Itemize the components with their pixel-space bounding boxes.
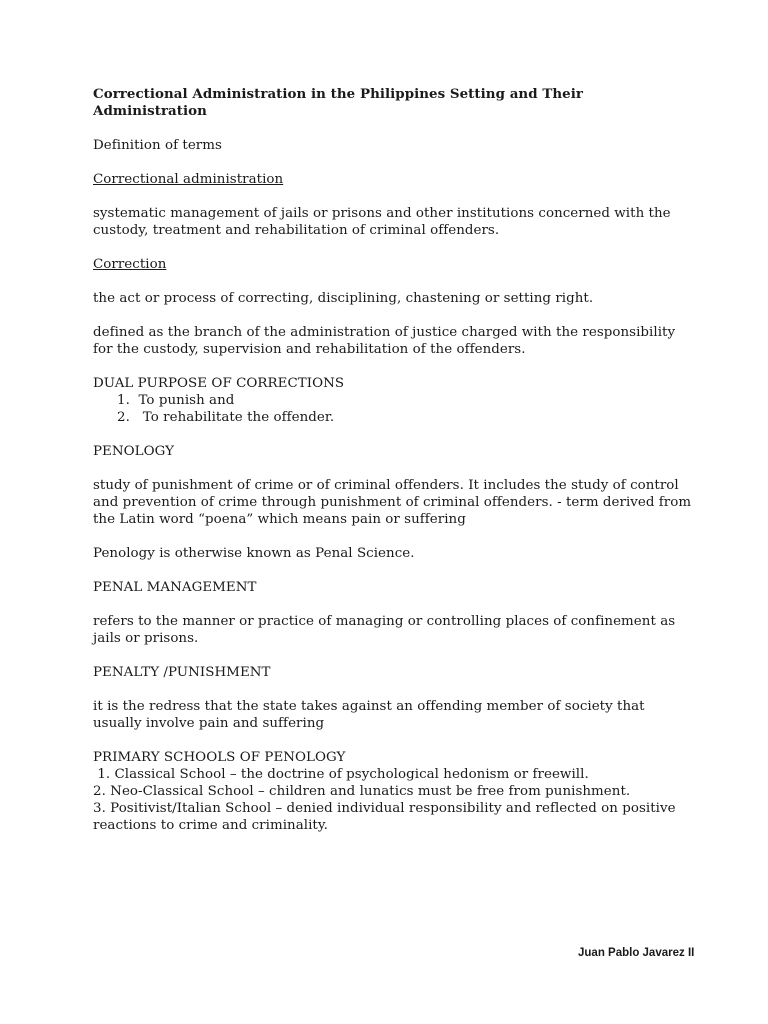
definition-correction-1: the act or process of correcting, disciplining, chastening or setting right.: [93, 291, 594, 306]
document-title: Correctional Administration in the Philippines Setting and Their Administration: [93, 86, 583, 119]
term-correctional-administration: Correctional administration: [93, 172, 284, 187]
definition-correction-2: defined as the branch of the administration of justice charged with the responsibility for the custody, supervision and rehabilitation of the offenders.: [93, 325, 676, 357]
definition-heading: Definition of terms: [93, 138, 222, 153]
list-item: 2. Neo-Classical School – children and lunatics must be free from punishment.: [93, 784, 631, 799]
heading-penology: PENOLOGY: [93, 444, 175, 459]
list-item: 1. Classical School – the doctrine of psychological hedonism or freewill.: [93, 767, 589, 782]
heading-primary-schools: PRIMARY SCHOOLS OF PENOLOGY: [93, 750, 346, 765]
list-item: 1. To punish and: [117, 393, 235, 408]
heading-penal-management: PENAL MANAGEMENT: [93, 580, 257, 595]
heading-penalty: PENALTY /PUNISHMENT: [93, 665, 271, 680]
list-item: 2. To rehabilitate the offender.: [117, 410, 335, 425]
document-body: [93, 86, 693, 834]
primary-schools-list: [93, 766, 693, 834]
heading-dual-purpose: DUAL PURPOSE OF CORRECTIONS: [93, 376, 345, 391]
definition-penalty: it is the redress that the state takes against an offending member of society that usually involve pain and suffering: [93, 699, 645, 731]
term-correction: Correction: [93, 257, 167, 272]
definition-correctional-administration: systematic management of jails or prisons and other institutions concerned with the custody, treatment and rehabilitation of criminal offenders.: [93, 206, 671, 238]
definition-penal-management: refers to the manner or practice of managing or controlling places of confinement as jails or prisons.: [93, 614, 676, 646]
dual-purpose-list: [93, 392, 693, 426]
footer-author: Juan Pablo Javarez II: [578, 947, 695, 959]
list-item: 3. Positivist/Italian School – denied individual responsibility and reflected on positive reactions to crime and criminality.: [93, 801, 676, 833]
definition-penology: study of punishment of crime or of criminal offenders. It includes the study of control and prevention of crime through punishment of criminal offenders. - term derived from the Latin word “poena” which means pain or suffering: [93, 478, 692, 527]
note-penology: Penology is otherwise known as Penal Science.: [93, 546, 415, 561]
